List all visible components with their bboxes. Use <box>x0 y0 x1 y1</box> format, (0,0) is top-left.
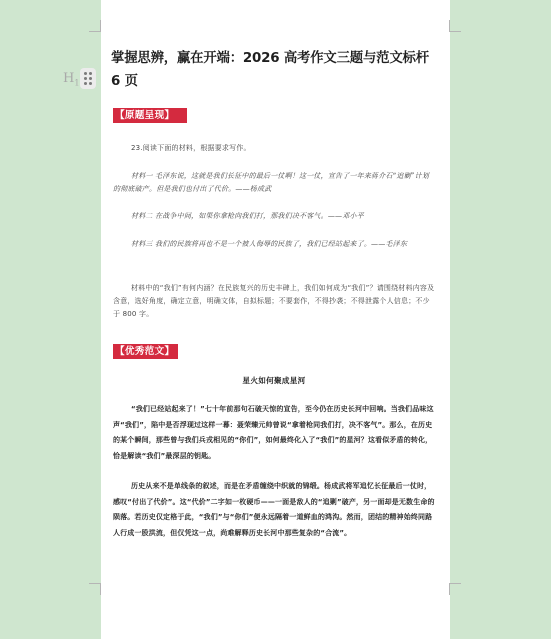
crop-mark-bottom-left <box>89 583 101 595</box>
heading-marker-letter: H <box>63 71 75 86</box>
section-tag-original: 【原题呈现】 <box>113 108 187 123</box>
essay-title: 星火如何聚成星河 <box>242 376 306 385</box>
section-tag-sample: 【优秀范文】 <box>113 344 178 359</box>
essay-paragraph-2: 历史从来不是单线条的叙述，而是在矛盾缠绕中织就的锦缎。杨成武将军追忆长征最后一仗时，感叹“付出了代价”。这“代价”二字如一枚硬币——一面是敌人的“追剿”破产，另一面却是无数生命的陨落。若历史仅定格于此，“我们”与“你们”便永远隔着一道鲜血的鸿沟。然而，团结的精神始终同路人行成一股洪流，但仅凭这一点，尚难解释历史长河中那些复杂的“合流”。 <box>113 482 435 537</box>
heading-level-marker[interactable] <box>63 71 79 88</box>
essay-paragraph-1: “我们已经站起来了！”七十年前那句石破天惊的宣告，至今仍在历史长河中回响。当我们品味这声“我们”，陷中是否浮现过这样一幕：聂荣臻元帅曾说“拿着枪同我们打，决不客气”。那么，在历史的某个瞬间，那些曾与我们兵戎相见的“你们”，如何最终化入了“我们”的星河？这看似矛盾的转化，恰是解读“我们”最深层的钥匙。 <box>113 405 434 460</box>
document-title[interactable]: 掌握思辨，赢在开端：2026 高考作文三题与范文标杆 6 页 <box>111 43 436 101</box>
question-line: 23.阅读下面的材料，根据要求写作。 <box>131 144 251 152</box>
drag-handle-icon[interactable] <box>80 68 96 89</box>
crop-mark-top-right <box>449 20 461 32</box>
material-one: 材料一 毛泽东说，这就是我们长征中的最后一仗啊！这一仗，宣告了一年来蒋介石“追剿”计划的彻底破产。但是我们也付出了代价。——杨成武 <box>113 172 429 193</box>
heading-marker-level: 1 <box>74 78 80 88</box>
crop-mark-bottom-right <box>449 583 461 595</box>
material-three: 材料三 我们的民族将再也不是一个被人侮辱的民族了，我们已经站起来了。——毛泽东 <box>131 240 408 248</box>
crop-mark-top-left <box>89 20 101 32</box>
material-two: 材料二 在战争中间，如果你拿枪向我们打，那我们决不客气。——邓小平 <box>131 212 364 220</box>
writing-prompt: 材料中的“我们”有何内涵？在民族复兴的历史丰碑上，我们如何成为“我们”？请围绕材料内容及含意，选好角度，确定立意，明确文体，自拟标题；不要套作，不得抄袭；不得泄露个人信息；不少于 800 字。 <box>113 284 435 318</box>
